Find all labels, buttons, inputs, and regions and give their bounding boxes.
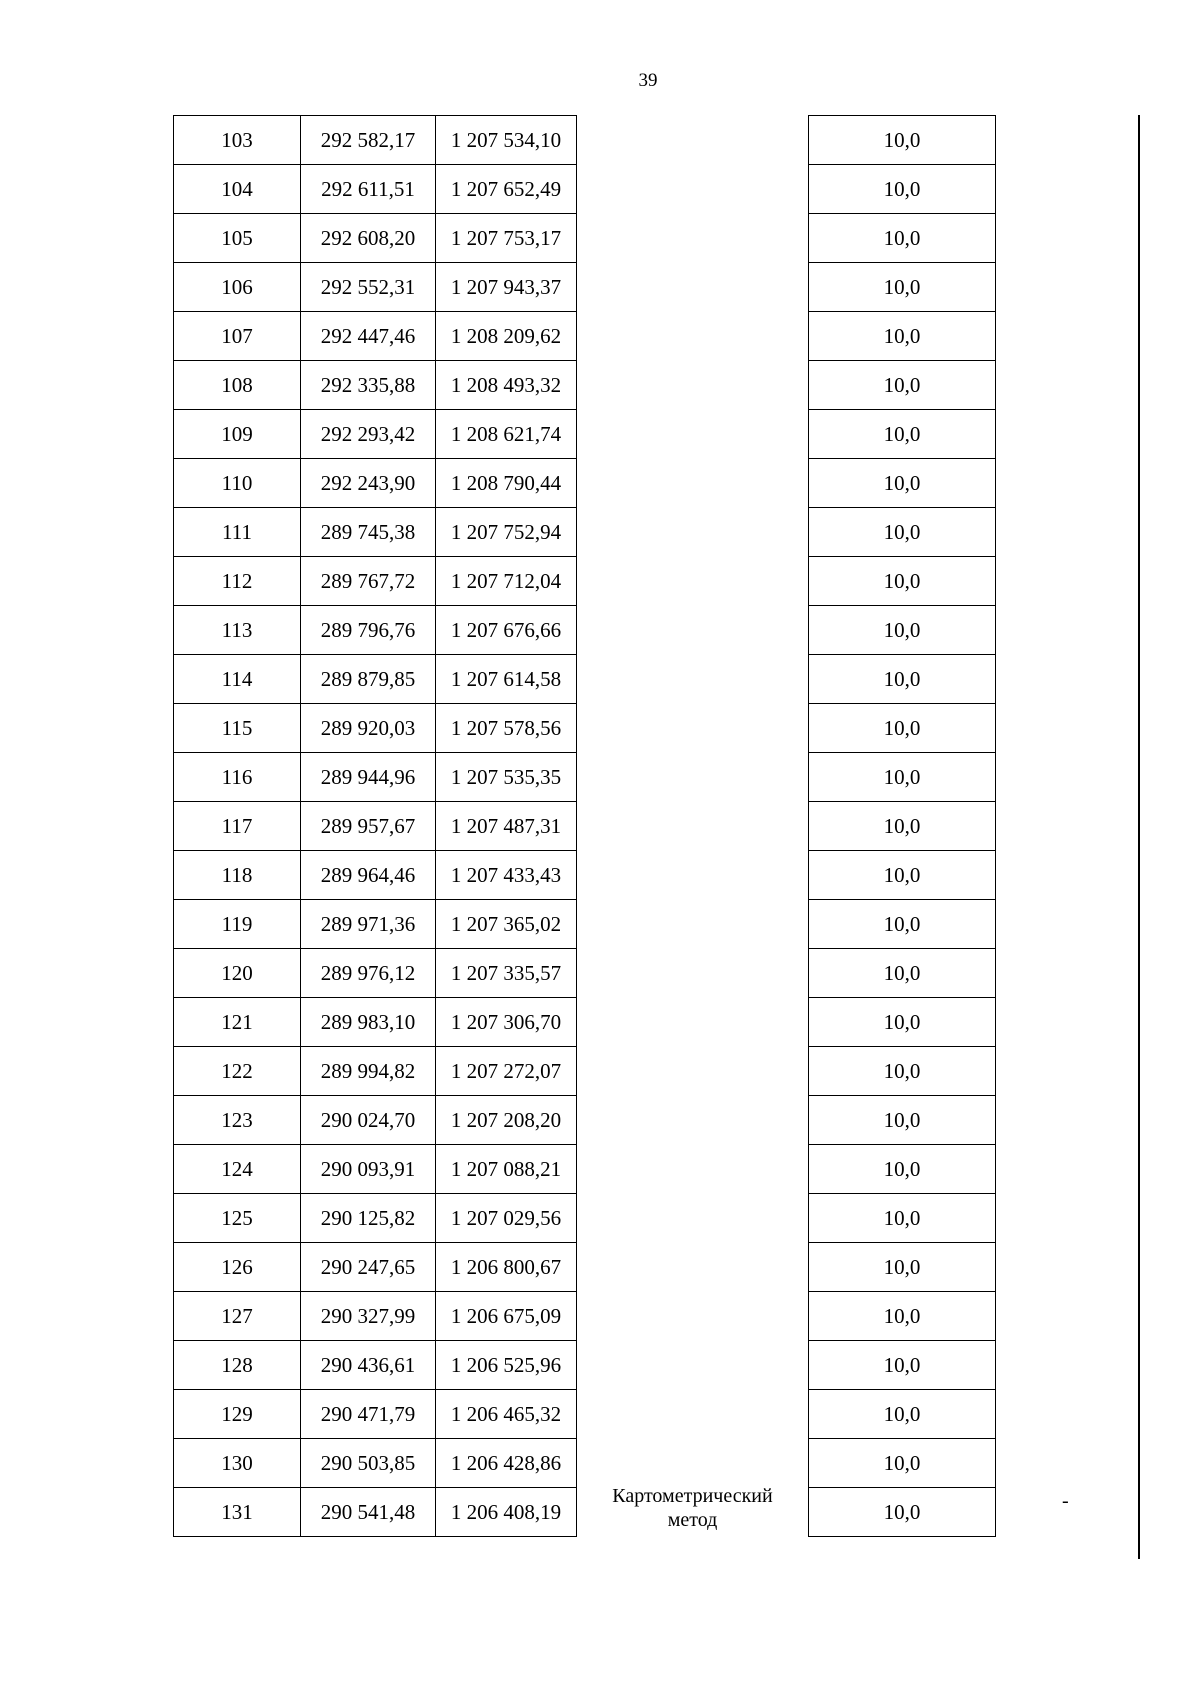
table-row (809, 1439, 996, 1488)
x-coordinate-cell: 289 767,72 (301, 557, 436, 606)
x-coordinate-cell: 289 745,38 (301, 508, 436, 557)
y-coordinate-cell: 1 207 272,07 (436, 1047, 577, 1096)
table-row (809, 1194, 996, 1243)
precision-cell: 10,0 (809, 508, 996, 557)
precision-cell: 10,0 (809, 214, 996, 263)
point-number-cell: 104 (174, 165, 301, 214)
table-row (174, 802, 577, 851)
precision-cell: 10,0 (809, 459, 996, 508)
precision-cell: 10,0 (809, 1096, 996, 1145)
y-coordinate-cell: 1 207 614,58 (436, 655, 577, 704)
y-coordinate-cell: 1 208 790,44 (436, 459, 577, 508)
x-coordinate-cell: 292 293,42 (301, 410, 436, 459)
precision-cell: 10,0 (809, 1243, 996, 1292)
table-row (809, 263, 996, 312)
table-row (809, 1488, 996, 1537)
table-row (809, 116, 996, 165)
table-row (809, 1145, 996, 1194)
table-row (174, 1243, 577, 1292)
right-border-line (1138, 115, 1140, 1559)
table-row (174, 655, 577, 704)
precision-cell: 10,0 (809, 557, 996, 606)
y-coordinate-cell: 1 207 335,57 (436, 949, 577, 998)
table-row (809, 606, 996, 655)
point-number-cell: 119 (174, 900, 301, 949)
precision-cell: 10,0 (809, 1047, 996, 1096)
table-row (174, 1341, 577, 1390)
dash-mark: - (1062, 1490, 1069, 1512)
precision-cell: 10,0 (809, 704, 996, 753)
y-coordinate-cell: 1 206 525,96 (436, 1341, 577, 1390)
table-row (174, 998, 577, 1047)
table-row (174, 1194, 577, 1243)
table-row (809, 165, 996, 214)
table-row (809, 1390, 996, 1439)
table-row (809, 410, 996, 459)
point-number-cell: 113 (174, 606, 301, 655)
x-coordinate-cell: 292 582,17 (301, 116, 436, 165)
x-coordinate-cell: 290 471,79 (301, 1390, 436, 1439)
coordinates-table-body (174, 116, 577, 1537)
x-coordinate-cell: 289 957,67 (301, 802, 436, 851)
table-row (174, 410, 577, 459)
method-label (590, 1484, 795, 1532)
precision-cell: 10,0 (809, 1145, 996, 1194)
x-coordinate-cell: 290 503,85 (301, 1439, 436, 1488)
table-row (174, 1390, 577, 1439)
table-row (809, 900, 996, 949)
point-number-cell: 118 (174, 851, 301, 900)
table-row (174, 949, 577, 998)
y-coordinate-cell: 1 207 534,10 (436, 116, 577, 165)
table-row (174, 165, 577, 214)
precision-table-body (809, 116, 996, 1537)
point-number-cell: 120 (174, 949, 301, 998)
y-coordinate-cell: 1 207 753,17 (436, 214, 577, 263)
table-row (174, 263, 577, 312)
point-number-cell: 130 (174, 1439, 301, 1488)
precision-cell: 10,0 (809, 998, 996, 1047)
x-coordinate-cell: 290 436,61 (301, 1341, 436, 1390)
precision-cell: 10,0 (809, 802, 996, 851)
table-row (809, 655, 996, 704)
precision-cell: 10,0 (809, 1488, 996, 1537)
precision-cell: 10,0 (809, 1341, 996, 1390)
point-number-cell: 105 (174, 214, 301, 263)
point-number-cell: 114 (174, 655, 301, 704)
point-number-cell: 103 (174, 116, 301, 165)
point-number-cell: 109 (174, 410, 301, 459)
coordinates-table (173, 115, 577, 1537)
table-row (809, 214, 996, 263)
table-row (809, 1096, 996, 1145)
table-row (809, 1292, 996, 1341)
y-coordinate-cell: 1 207 676,66 (436, 606, 577, 655)
point-number-cell: 121 (174, 998, 301, 1047)
point-number-cell: 106 (174, 263, 301, 312)
y-coordinate-cell: 1 207 652,49 (436, 165, 577, 214)
table-row (809, 1047, 996, 1096)
table-row (809, 704, 996, 753)
precision-cell: 10,0 (809, 1439, 996, 1488)
table-row (174, 459, 577, 508)
table-row (174, 361, 577, 410)
y-coordinate-cell: 1 207 578,56 (436, 704, 577, 753)
y-coordinate-cell: 1 207 535,35 (436, 753, 577, 802)
point-number-cell: 116 (174, 753, 301, 802)
precision-cell: 10,0 (809, 410, 996, 459)
precision-cell: 10,0 (809, 606, 996, 655)
table-row (174, 1145, 577, 1194)
x-coordinate-cell: 292 611,51 (301, 165, 436, 214)
precision-cell: 10,0 (809, 900, 996, 949)
table-row (174, 1488, 577, 1537)
table-row (174, 557, 577, 606)
point-number-cell: 131 (174, 1488, 301, 1537)
y-coordinate-cell: 1 206 408,19 (436, 1488, 577, 1537)
point-number-cell: 115 (174, 704, 301, 753)
table-row (174, 753, 577, 802)
y-coordinate-cell: 1 207 752,94 (436, 508, 577, 557)
precision-cell: 10,0 (809, 949, 996, 998)
table-row (174, 1096, 577, 1145)
precision-cell: 10,0 (809, 312, 996, 361)
point-number-cell: 123 (174, 1096, 301, 1145)
method-label-line2: метод (667, 1509, 718, 1531)
x-coordinate-cell: 292 335,88 (301, 361, 436, 410)
point-number-cell: 112 (174, 557, 301, 606)
y-coordinate-cell: 1 207 433,43 (436, 851, 577, 900)
precision-cell: 10,0 (809, 1390, 996, 1439)
x-coordinate-cell: 292 552,31 (301, 263, 436, 312)
table-row (809, 998, 996, 1047)
table-row (174, 900, 577, 949)
point-number-cell: 129 (174, 1390, 301, 1439)
table-row (809, 1243, 996, 1292)
precision-table (808, 115, 996, 1537)
table-row (809, 508, 996, 557)
x-coordinate-cell: 289 994,82 (301, 1047, 436, 1096)
table-row (809, 753, 996, 802)
precision-cell: 10,0 (809, 1194, 996, 1243)
table-row (174, 312, 577, 361)
point-number-cell: 127 (174, 1292, 301, 1341)
x-coordinate-cell: 290 541,48 (301, 1488, 436, 1537)
table-row (174, 508, 577, 557)
table-row (174, 116, 577, 165)
table-row (174, 606, 577, 655)
x-coordinate-cell: 290 024,70 (301, 1096, 436, 1145)
table-row (809, 1341, 996, 1390)
point-number-cell: 124 (174, 1145, 301, 1194)
precision-cell: 10,0 (809, 116, 996, 165)
y-coordinate-cell: 1 207 365,02 (436, 900, 577, 949)
table-row (809, 557, 996, 606)
precision-cell: 10,0 (809, 655, 996, 704)
x-coordinate-cell: 289 964,46 (301, 851, 436, 900)
table-row (174, 1439, 577, 1488)
y-coordinate-cell: 1 207 029,56 (436, 1194, 577, 1243)
table-row (809, 949, 996, 998)
x-coordinate-cell: 290 093,91 (301, 1145, 436, 1194)
precision-cell: 10,0 (809, 1292, 996, 1341)
x-coordinate-cell: 292 608,20 (301, 214, 436, 263)
table-row (174, 214, 577, 263)
y-coordinate-cell: 1 207 712,04 (436, 557, 577, 606)
precision-cell: 10,0 (809, 263, 996, 312)
point-number-cell: 110 (174, 459, 301, 508)
x-coordinate-cell: 289 976,12 (301, 949, 436, 998)
precision-cell: 10,0 (809, 165, 996, 214)
y-coordinate-cell: 1 207 306,70 (436, 998, 577, 1047)
table-row (809, 802, 996, 851)
point-number-cell: 108 (174, 361, 301, 410)
precision-cell: 10,0 (809, 361, 996, 410)
table-row (174, 704, 577, 753)
y-coordinate-cell: 1 208 621,74 (436, 410, 577, 459)
point-number-cell: 111 (174, 508, 301, 557)
point-number-cell: 128 (174, 1341, 301, 1390)
y-coordinate-cell: 1 208 493,32 (436, 361, 577, 410)
x-coordinate-cell: 290 327,99 (301, 1292, 436, 1341)
page-number: 39 (638, 70, 658, 91)
x-coordinate-cell: 289 983,10 (301, 998, 436, 1047)
precision-cell: 10,0 (809, 851, 996, 900)
table-row (809, 459, 996, 508)
table-row (809, 361, 996, 410)
y-coordinate-cell: 1 207 943,37 (436, 263, 577, 312)
x-coordinate-cell: 289 920,03 (301, 704, 436, 753)
y-coordinate-cell: 1 206 428,86 (436, 1439, 577, 1488)
y-coordinate-cell: 1 207 088,21 (436, 1145, 577, 1194)
method-label-line1: Картометрический (612, 1485, 773, 1507)
point-number-cell: 117 (174, 802, 301, 851)
x-coordinate-cell: 290 247,65 (301, 1243, 436, 1292)
y-coordinate-cell: 1 208 209,62 (436, 312, 577, 361)
table-row (809, 312, 996, 361)
x-coordinate-cell: 292 447,46 (301, 312, 436, 361)
x-coordinate-cell: 290 125,82 (301, 1194, 436, 1243)
y-coordinate-cell: 1 207 208,20 (436, 1096, 577, 1145)
table-row (174, 1047, 577, 1096)
x-coordinate-cell: 289 971,36 (301, 900, 436, 949)
y-coordinate-cell: 1 207 487,31 (436, 802, 577, 851)
table-row (809, 851, 996, 900)
table-row (174, 1292, 577, 1341)
precision-cell: 10,0 (809, 753, 996, 802)
x-coordinate-cell: 289 944,96 (301, 753, 436, 802)
y-coordinate-cell: 1 206 675,09 (436, 1292, 577, 1341)
x-coordinate-cell: 292 243,90 (301, 459, 436, 508)
x-coordinate-cell: 289 879,85 (301, 655, 436, 704)
y-coordinate-cell: 1 206 465,32 (436, 1390, 577, 1439)
x-coordinate-cell: 289 796,76 (301, 606, 436, 655)
table-row (174, 851, 577, 900)
y-coordinate-cell: 1 206 800,67 (436, 1243, 577, 1292)
point-number-cell: 107 (174, 312, 301, 361)
point-number-cell: 122 (174, 1047, 301, 1096)
point-number-cell: 125 (174, 1194, 301, 1243)
point-number-cell: 126 (174, 1243, 301, 1292)
